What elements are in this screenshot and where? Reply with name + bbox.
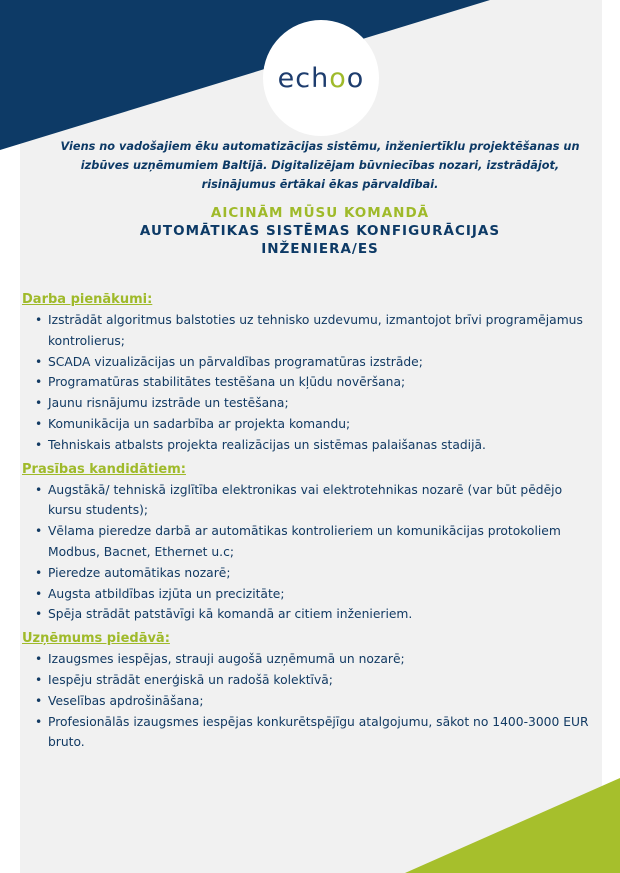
headline-position: AUTOMĀTIKAS SISTĒMAS KONFIGURĀCIJAS	[139, 223, 501, 239]
list-item: • Izaugsmes iespējas, strauji augošā uzņēmumā un nozarē;	[48, 649, 598, 670]
duties-list	[22, 310, 598, 456]
job-details	[22, 290, 598, 757]
section-requirements	[22, 460, 598, 626]
navy-corner-shape	[0, 0, 490, 150]
section-title: Darba pienākumi:	[22, 292, 153, 307]
section-title: Uzņēmums piedāvā:	[22, 631, 170, 647]
job-headline	[60, 204, 580, 258]
list-item: • Komunikācija un sadarbība ar projekta komandu;	[48, 414, 598, 435]
section-title: Prasības kandidātiem:	[22, 461, 186, 477]
logo	[263, 20, 379, 136]
list-item: • Veselības apdrošināšana;	[48, 691, 598, 712]
list-item: • Spēja strādāt patstāvīgi kā komandā ar citiem inženieriem.	[48, 604, 598, 625]
green-corner-shape	[405, 778, 620, 873]
list-item: • SCADA vizualizācijas un pārvaldības programatūras izstrāde;	[48, 352, 598, 373]
list-item: • Profesionālās izaugsmes iespējas konkurētspējīgu atalgojumu, sākot no 1400-3000 EUR bruto.	[48, 712, 598, 754]
headline-invite: AICINĀM MŪSU KOMANDĀ	[210, 205, 430, 221]
list-item: • Iespēju strādāt enerģiskā un radošā kolektīvā;	[48, 670, 598, 691]
section-offer	[22, 629, 598, 753]
list-item: • Augstākā/ tehniskā izglītība elektronikas vai elektrotehnikas nozarē (var būt pēdējo kursu students);	[48, 480, 598, 522]
requirements-list	[22, 480, 598, 626]
list-item: • Pieredze automātikas nozarē;	[48, 563, 598, 584]
company-intro: Viens no vadošajiem ēku automatizācijas sistēmu, inženiertīklu projektēšanas un izbūves uzņēmumiem Baltijā. Digitalizējam būvniecības nozari, izstrādājot, risinājumus ērtākai ēkas pārvaldībai.	[60, 140, 580, 191]
list-item: • Augsta atbildības izjūta un precizitāte;	[48, 584, 598, 605]
list-item: • Programatūras stabilitātes testēšana un kļūdu novēršana;	[48, 372, 598, 393]
offer-list	[22, 649, 598, 753]
list-item: • Vēlama pieredze darbā ar automātikas kontrolieriem un komunikācijas protokoliem Modbus, Bacnet, Ethernet u.c;	[48, 521, 598, 563]
logo-text: echoo	[277, 62, 365, 94]
headline-position-cont: INŽENIERA/ES	[261, 241, 379, 257]
list-item: • Izstrādāt algoritmus balstoties uz tehnisko uzdevumu, izmantojot brīvi programējamus kontrolierus;	[48, 310, 598, 352]
section-duties	[22, 290, 598, 456]
list-item: • Jaunu risnājumu izstrāde un testēšana;	[48, 393, 598, 414]
list-item: • Tehniskais atbalsts projekta realizācijas un sistēmas palaišanas stadijā.	[48, 435, 598, 456]
